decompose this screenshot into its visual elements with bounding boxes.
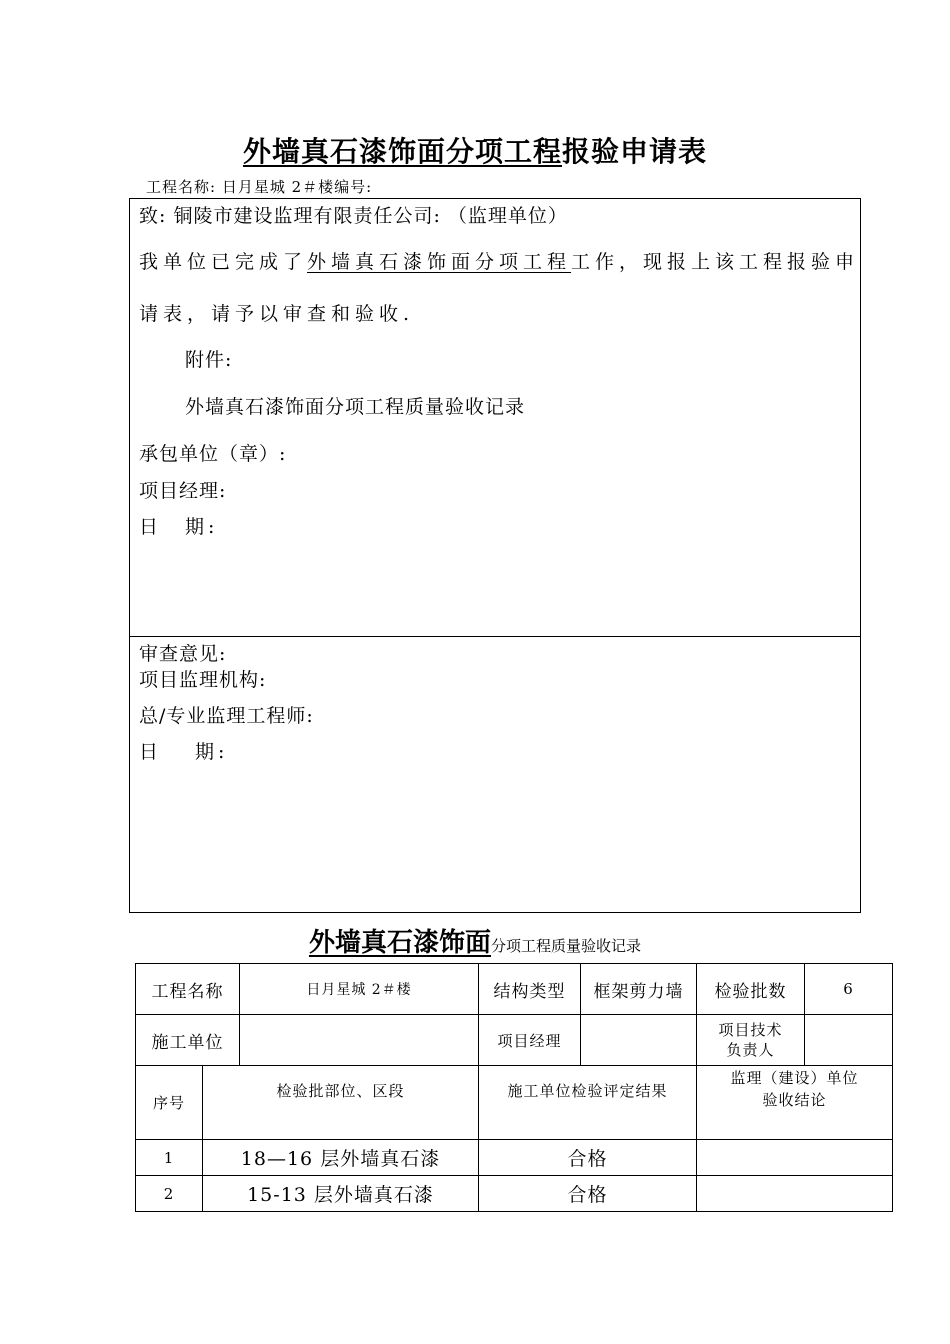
- supervision-header-1: 监理（建设）单位: [730, 1069, 859, 1087]
- row-seq: 1: [136, 1140, 203, 1176]
- contractor-label: 承包单位（章）:: [139, 443, 287, 465]
- project-manager-label: 项目经理: [479, 1015, 581, 1066]
- attachment-item: 外墙真石漆饰面分项工程质量验收记录: [185, 396, 526, 418]
- review-agency-label: 项目监理机构:: [139, 669, 267, 691]
- row-result: 合格: [479, 1176, 697, 1212]
- supervision-header: [697, 1066, 893, 1140]
- batch-count-label: 检验批数: [697, 964, 805, 1015]
- date-label: 日 期:: [139, 516, 219, 538]
- project-name-value: 日月星城 2＃楼: [306, 982, 412, 998]
- construction-unit-pair: [136, 1015, 479, 1066]
- form-title: [0, 130, 950, 170]
- row-conclusion: [697, 1176, 893, 1212]
- construction-result-header: 施工单位检验评定结果: [479, 1066, 697, 1140]
- batch-location-header: 检验批部位、区段: [203, 1066, 479, 1140]
- form-title-underlined: 外墙真石漆饰面分项工程: [242, 135, 562, 168]
- project-name-pair: [136, 964, 479, 1015]
- form-title-rest: 报验申请表: [562, 135, 708, 168]
- row-result: 合格: [479, 1140, 697, 1176]
- record-title-big: 外墙真石漆饰面: [308, 928, 491, 958]
- review-opinion-label: 审查意见:: [139, 643, 227, 665]
- construction-unit-label: 施工单位: [136, 1015, 240, 1065]
- record-header-row-1: [136, 964, 893, 1015]
- row-conclusion: [697, 1140, 893, 1176]
- table-row: [136, 1140, 893, 1176]
- manager-label: 项目经理:: [139, 480, 227, 502]
- review-section: [129, 636, 861, 913]
- body-line-2: 请表，请予以审查和验收.: [139, 303, 415, 325]
- record-title: [0, 922, 950, 959]
- structure-type-value: 框架剪力墙: [581, 964, 697, 1015]
- batch-count-value: 6: [805, 964, 893, 1015]
- record-header-row-2: [136, 1015, 893, 1066]
- tech-lead-label-1: 项目技术: [718, 1020, 783, 1039]
- body-suffix: 工作，现报上该工程报验申: [571, 251, 860, 273]
- tech-lead-value: [805, 1015, 893, 1066]
- tech-lead-label-2: 负责人: [726, 1041, 775, 1059]
- project-name-label: 工程名称: [136, 964, 240, 1014]
- body-prefix: 我单位已完成了: [139, 251, 308, 273]
- body-underlined: 外墙真石漆饰面分项工程: [307, 251, 572, 273]
- structure-type-label: 结构类型: [479, 964, 581, 1015]
- tech-lead-label: [697, 1015, 805, 1066]
- body-line-1: [139, 247, 859, 274]
- supervision-header-2: 验收结论: [762, 1090, 827, 1109]
- row-location: 18—16 层外墙真石漆: [203, 1140, 479, 1176]
- table-row: [136, 1176, 893, 1212]
- attachment-label: 附件:: [185, 349, 233, 371]
- record-title-small: 分项工程质量验收记录: [491, 937, 642, 955]
- addressee-line: 致: 铜陵市建设监理有限责任公司: （监理单位）: [139, 205, 568, 227]
- project-manager-value: [581, 1015, 697, 1066]
- record-table: [135, 963, 893, 1212]
- record-column-header-row: [136, 1066, 893, 1140]
- application-section: [129, 198, 861, 637]
- project-line: 工程名称: 日月星城 2＃楼编号:: [146, 178, 373, 196]
- review-date-label: 日 期:: [139, 741, 229, 763]
- row-seq: 2: [136, 1176, 203, 1212]
- row-location: 15-13 层外墙真石漆: [203, 1176, 479, 1212]
- review-engineer-label: 总/专业监理工程师:: [139, 705, 314, 727]
- seq-header: 序号: [136, 1066, 203, 1140]
- construction-unit-value: [240, 1015, 478, 1065]
